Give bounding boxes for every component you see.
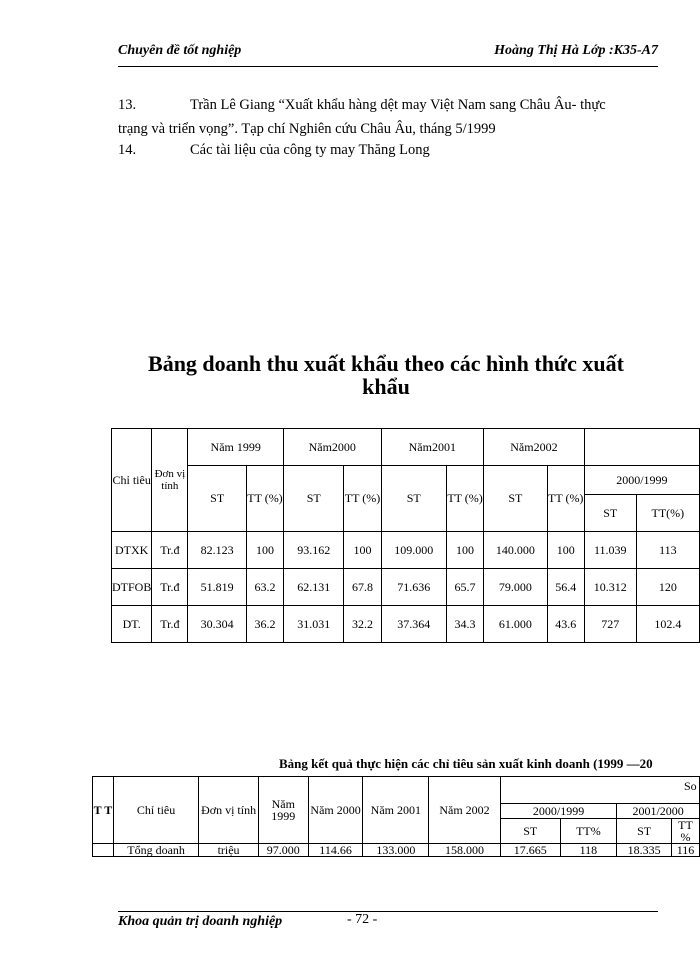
col-header-year: Năm 2000 [308,777,363,844]
reference-13 [118,93,663,141]
cell: 30.304 [188,606,247,643]
cell: 65.7 [447,569,484,606]
cell: 727 [584,606,636,643]
business-results-table [92,776,700,857]
col-header-st: ST [381,466,446,532]
row-unit: Tr.đ [152,569,188,606]
col-header-compare: 2001/2000 [617,804,700,819]
reference-text: Các tài liệu của công ty may Thăng Long [190,142,430,158]
cell: 51.819 [188,569,247,606]
col-header-compare: 2000/1999 [500,804,616,819]
row-label: DTFOB [112,569,152,606]
reference-number: 14. [118,142,137,158]
cell: 79.000 [484,569,548,606]
col-header-tt: TT (%) [344,466,381,532]
cell: 71.636 [381,569,446,606]
footer-left: Khoa quản trị doanh nghiệp [118,914,283,929]
cell: 56.4 [547,569,584,606]
header-left: Chuyên đề tốt nghiệp [118,43,242,58]
row-unit: Tr.đ [152,606,188,643]
reference-14 [118,138,663,162]
col-header-indicator: Chỉ tiêu [112,429,152,532]
col-header-tt: TT (%) [447,466,484,532]
col-header-tt: TT (%) [547,466,584,532]
cell: 158.000 [429,844,501,857]
cell: 120 [636,569,699,606]
col-header-st: ST [500,819,560,844]
col-header-tt: TT % [672,819,700,844]
col-header-year: Năm 2001 [363,777,429,844]
table1-title-line2: khẩu [362,374,410,399]
revenue-table [111,428,700,643]
col-header-tt: T T [93,777,114,844]
col-header-year: Năm 1999 [188,429,284,466]
cell: 11.039 [584,532,636,569]
row-label: DTXK [112,532,152,569]
cell: 93.162 [284,532,344,569]
col-header-year: Năm2000 [284,429,382,466]
cell: 100 [246,532,283,569]
cell: 62.131 [284,569,344,606]
col-header-st: ST [188,466,247,532]
header-right: Hoàng Thị Hà Lớp :K35-A7 [494,43,658,58]
page-header [118,43,658,63]
col-header-year: Năm 2002 [429,777,501,844]
cell: 100 [447,532,484,569]
cell: 18.335 [617,844,672,857]
col-header-ttpct: TT% [560,819,617,844]
page-number: - 72 - [347,912,378,927]
cell: 37.364 [381,606,446,643]
col-header-unit: Đơn vị tính [152,429,188,532]
cell: 102.4 [636,606,699,643]
cell: 116 [672,844,700,857]
cell: 10.312 [584,569,636,606]
cell: 34.3 [447,606,484,643]
cell: 100 [344,532,381,569]
table1-title-line1: Bảng doanh thu xuất khẩu theo các hình thức xuất [148,351,624,376]
table-row [112,569,700,606]
cell: 61.000 [484,606,548,643]
col-header-tt: TT (%) [246,466,283,532]
cell: 43.6 [547,606,584,643]
table-row [93,844,700,857]
cell: 114.66 [308,844,363,857]
col-header-st: ST [584,495,636,532]
table2-title: Bảng kết quả thực hiện các chỉ tiêu sản xuất kinh doanh (1999 —20 [279,756,653,771]
cell: 63.2 [246,569,283,606]
col-header-compare: 2000/1999 [584,466,699,495]
col-header-indicator: Chỉ tiêu [113,777,198,844]
cell: 113 [636,532,699,569]
table2-so-label: So [684,779,697,793]
cell: 17.665 [500,844,560,857]
table-row [112,532,700,569]
cell: 67.8 [344,569,381,606]
col-header-empty [500,777,699,804]
reference-number: 13. [118,97,137,113]
cell: 32.2 [344,606,381,643]
col-header-unit: Đơn vị tính [199,777,259,844]
col-header-year: Năm2001 [381,429,484,466]
cell: 133.000 [363,844,429,857]
cell: 36.2 [246,606,283,643]
cell: 100 [547,532,584,569]
table1-title [100,352,672,398]
cell: 140.000 [484,532,548,569]
col-header-year: Năm2002 [484,429,585,466]
col-header-tt: TT(%) [636,495,699,532]
col-header-year: Năm 1999 [258,777,308,844]
row-label: Tổng doanh [113,844,198,857]
col-header-st: ST [484,466,548,532]
row-unit: Tr.đ [152,532,188,569]
col-header-empty [584,429,699,466]
table-row [112,606,700,643]
reference-text-cont: trạng và triển vọng”. Tạp chí Nghiên cứu Châu Âu, tháng 5/1999 [118,121,496,137]
cell: 82.123 [188,532,247,569]
col-header-st: ST [284,466,344,532]
cell: 118 [560,844,617,857]
header-rule [118,66,658,67]
cell: 31.031 [284,606,344,643]
reference-text: Trần Lê Giang “Xuất khẩu hàng dệt may Việt Nam sang Châu Âu- thực [190,97,606,113]
cell: 97.000 [258,844,308,857]
row-unit: triệu [199,844,259,857]
cell: 109.000 [381,532,446,569]
col-header-st: ST [617,819,672,844]
cell [93,844,114,857]
footer-rule [118,911,658,912]
row-label: DT. [112,606,152,643]
